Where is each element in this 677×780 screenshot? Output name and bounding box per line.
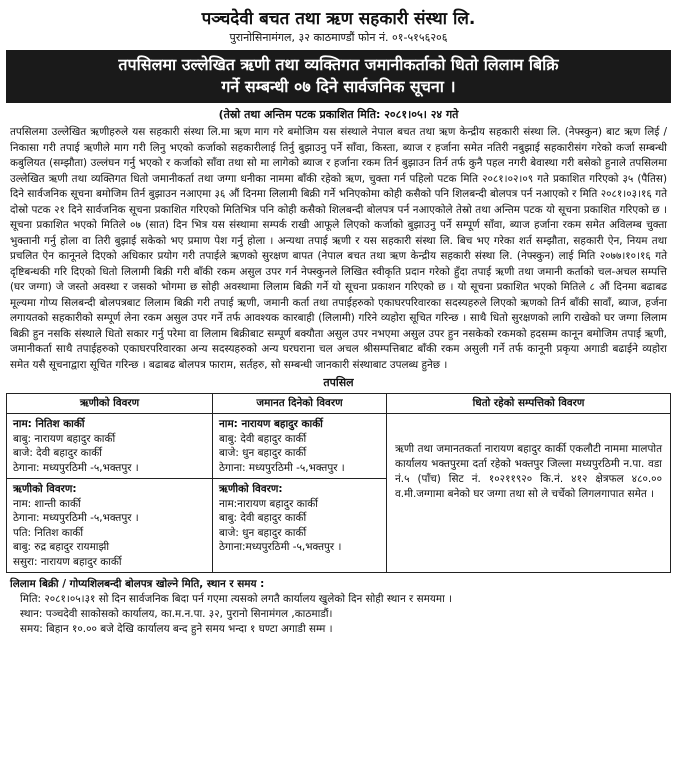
auction-date: मिति: २०८१।०५।३१ सो दिन सार्वजनिक बिदा पर्न गएमा त्यसको लगतै कार्यालय खुलेको दिन सोही स्थान र समयमा । (20, 593, 453, 605)
borrower-2-husband: पति: नितिश कार्की (13, 526, 84, 539)
borrower-2 (7, 478, 212, 572)
auction-heading: लिलाम बिक्री / गोप्यशिलबन्दी बोलपत्र खोल्ने मिति, स्थान र समय : (10, 578, 265, 590)
borrower-1-grandfather: बाजे: देवी बहादुर कार्की (13, 447, 102, 459)
borrower-2-father: बाबु: रुद्र बहादुर रायमाझी (13, 541, 110, 553)
borrower-2-address: ठेगाना: मध्यपुरठिमी -५,भक्तपुर । (13, 512, 139, 524)
guarantor-2-heading: ऋणीको विवरण: (219, 483, 283, 495)
header-property: धितो रहेको सम्पत्तिको विवरण (387, 394, 671, 414)
banner-line-2: गर्ने सम्बन्धी ०७ दिने सार्वजनिक सूचना । (221, 77, 456, 96)
guarantor-2 (213, 478, 386, 558)
auction-place: स्थान: पञ्चदेवी साकोसको कार्यालय, का.म.न.पा. ३२, पुरानो सिनामंगल ,काठमाडौं। (20, 608, 333, 620)
property-description: ऋणी तथा जमानतकर्ता नारायण बहादुर कार्की एकलौटी नाममा मालपोत कार्यालय भक्तपुरमा दर्ता रहेको भक्तपुर जिल्ला मध्यपुरठिमी न.पा. वडा नं.५ (पाँच) सिट नं. १०२११९२० कि.नं. ४१२ क्षेत्रफल ४८०.०० व.मी.जग्गामा बनेको घर जग्गा तथा सो ले चर्चेको लिगलगापात समेत । (387, 414, 671, 573)
guarantor-1 (213, 414, 386, 478)
details-title: तपसिल (323, 376, 354, 389)
borrower-2-father-in-law: ससुरा: नारायण बहादुर कार्की (13, 555, 122, 568)
borrower-1 (7, 414, 212, 478)
banner-line-1: तपसिलमा उल्लेखित ऋणी तथा व्यक्तिगत जमानीकर्ताको धितो लिलाम बिक्रि (118, 55, 559, 74)
guarantor-2-name: नाम:नारायण बहादुर कार्की (219, 497, 318, 510)
header-borrower: ऋणीको विवरण (7, 394, 213, 414)
guarantor-1-father: बाबु: देवी बहादुर कार्की (219, 432, 307, 445)
borrower-column (7, 414, 213, 573)
publication-date: (तेस्रो तथा अन्तिम पटक प्रकाशित मिति: २०८१।०५। २४ गते (218, 108, 459, 121)
borrower-1-father: बाबु: नारायण बहादुर कार्की (13, 432, 116, 445)
guarantor-1-address: ठेगाना: मध्यपुरठिमी -५,भक्तपुर । (219, 461, 345, 474)
borrower-1-address: ठेगाना: मध्यपुरठिमी -५,भक्तपुर । (13, 461, 139, 474)
auction-time: समय: बिहान १०.०० बजे देखि कार्यालय बन्द हुने समय भन्दा १ घण्टा अगाडी सम्म । (20, 623, 333, 635)
borrower-2-heading: ऋणीको विवरण: (13, 483, 77, 495)
guarantor-2-address: ठेगाना:मध्यपुरठिमी -५,भक्तपुर । (219, 541, 342, 553)
guarantor-2-grandfather: बाजे: धुन बहादुर कार्की (219, 526, 307, 539)
guarantor-column (213, 414, 387, 573)
auction-info (10, 577, 667, 637)
notice-banner (6, 50, 671, 103)
borrower-1-name: नाम: नितिश कार्की (13, 418, 85, 430)
organization-address: पुरानोसिनामंगल, ३२ काठमाण्डौं फोन नं. ०१-५१५६२०६ (229, 31, 448, 44)
notice-body: तपसिलमा उल्लेखित ऋणीहरुले यस सहकारी संस्था लि.मा ऋण माग गरे बमोजिम यस संस्थाले नेपाल बचत तथा ऋण केन्द्रीय सहकारी संस्था लि. (नेफ्स्कुन) बाट ऋण लिई / निकासा गरी तपाई ऋणीले माग गरी लिनु भएको कर्जाको सहकारीलाई तिर्नु बुझाउनु पर्ने साँवा, किस्ता, ब्याज र हर्जाना समेत नतिरी नबुझाई सहकारीसंग गरेको कर्जा सम्बन्धी कबुलियत (सम्झौता) उल्लंघन गर्नु भएको र कर्जाको साँवा तथा सो मा लागेको ब्याज र हर्जाना रकम तिर्न बुझाउन तिर्न तर्फ कुनै पहल नगरी बेवास्था गरी बसेको हुनाले तपसिलमा उल्लेखित ऋणी तथा व्यक्तिगत धितो जमानीकर्ता तथा जग्गा धनीका नाममा बाँकी रहेको ऋण, चुक्ता गर्न पहिलो पटक मिति २०८१।०२।०९ गते प्रकाशित गरिएको ३५ (पैतिस) दिने सार्वजनिक सूचना बमोजिम तिर्न बुझाउन नआएमा ३६ औं दिनमा लिलामी बिक्री गर्ने भनिएकोमा कोही कसैको पनि शिलबन्दी बोलपत्र पर्न नआएको र मिति २०८१।०३।१६ गते दोस्रो पटक २१ दिने सार्वजनिक सूचना प्रकाशित गरिएको मितिभित्र पनि कोही कसैको शिलबन्दी बोलपत्र पर्न नआएकोले तेस्रो तथा अन्तिम पटक यो सूचना प्रकाशित गरिएको छ । सूचना प्रकाशित भएको मितिले ०७ (सात) दिन भित्र यस संस्थामा सम्पर्क राखी आफूले लिएको कर्जाको बुझाउनु पर्ने सम्पूर्ण साँवा, ब्याज हर्जाना रकम समेत अविलम्ब चुक्ता भुक्तानी गर्नु होला वा तिरी बुझाई सकेको भए प्रमाण पेश गर्नु होला । अन्यथा तपाई ऋणी र यस सहकारी संस्था लि. बिच भए गरेका शर्त सम्झौता, सहकारी ऐन, नियम तथा प्रचलित ऐन कानूनले दिएको अधिकार प्रयोग गरी तपाईले ऋणको सुरक्षण बापत (नेपाल बचत तथा ऋण केन्द्रीय सहकारी संस्था लि. (नेफ्स्कुन) लाई मिति २०७७।१०।१६ गते दृष्टिबन्धकी गरि दिएको धितो लिलामी बिक्री गरी बाँकी रकम असुल उपर गर्न नेफ्स्कुनले लिखित स्वीकृति प्रदान गरेको हुँदा तपाई ऋणी तथा जमानी कर्ताको चल-अचल सम्पत्ति (घर जग्गा) जे जस्तो अवस्था र जसको भोगमा छ सोही अवस्थामा लिलाम बिक्री गर्ने यो सूचना प्रकाशन गरिएको छ । यो सूचना प्रकाशित भएको मितिले ८ औं दिनमा बढाबढ मूल्यमा गोप्य सिलबन्दी बोलपत्रबाट लिलाम बिक्री गरी तपाई ऋणी, जमानी कर्ता तथा तपाईहरुको एकाघरपरिवारका सदस्यहरुले लिएको ऋणको तिर्न बाँकी सावाँ, ब्याज, हर्जना लगायतको सहकारीको सम्पूर्ण लेना रकम असुल उपर गर्ने तर्फ आवश्यक कारबाही (लिलामी) गरिने व्यहोरा सूचित गरिन्छ । साथै धितो सुरक्षणको लागि राखेको घर जग्गा लिलाम बिक्री हुन नसकि संस्थाले धितो सकार गर्नु परेमा वा लिलाम बिक्रीबाट सम्पूर्ण बक्यौता असुल उपर नभएमा असुल उपर हुन नसकेको रकमको हदसम्म कानून बमोजिम तपाई ऋणी, जमानीकर्ता साथै तपाईहरुको एकाघरपरिवारका अन्य सदस्यहरुको अन्य घरघराना चल अचल श्रीसम्पत्तिबाट बाँकी रकम असुली गर्ने तर्फ कानूनी प्रकृया अगाडी बढाईने व्यहोरा समेत यसै सूचनाद्वारा सूचित गरिन्छ । बढाबढ बोलपत्र फाराम, सर्तहरु, सो सम्बन्धी जानकारी संस्थाबाट उपलब्ध हुनेछ । (10, 126, 667, 371)
guarantor-1-grandfather: बाजे: धुन बहादुर कार्की (219, 447, 307, 459)
organization-name: पञ्चदेवी बचत तथा ऋण सहकारी संस्था लि. (201, 9, 476, 29)
borrower-2-name: नाम: शान्ती कार्की (13, 497, 81, 510)
guarantor-2-father: बाबु: देवी बहादुर कार्की (219, 512, 307, 524)
guarantor-1-name: नाम: नारायण बहादुर कार्की (219, 418, 323, 430)
header-guarantor: जमानत दिनेको विवरण (213, 394, 387, 414)
details-table (6, 393, 671, 573)
